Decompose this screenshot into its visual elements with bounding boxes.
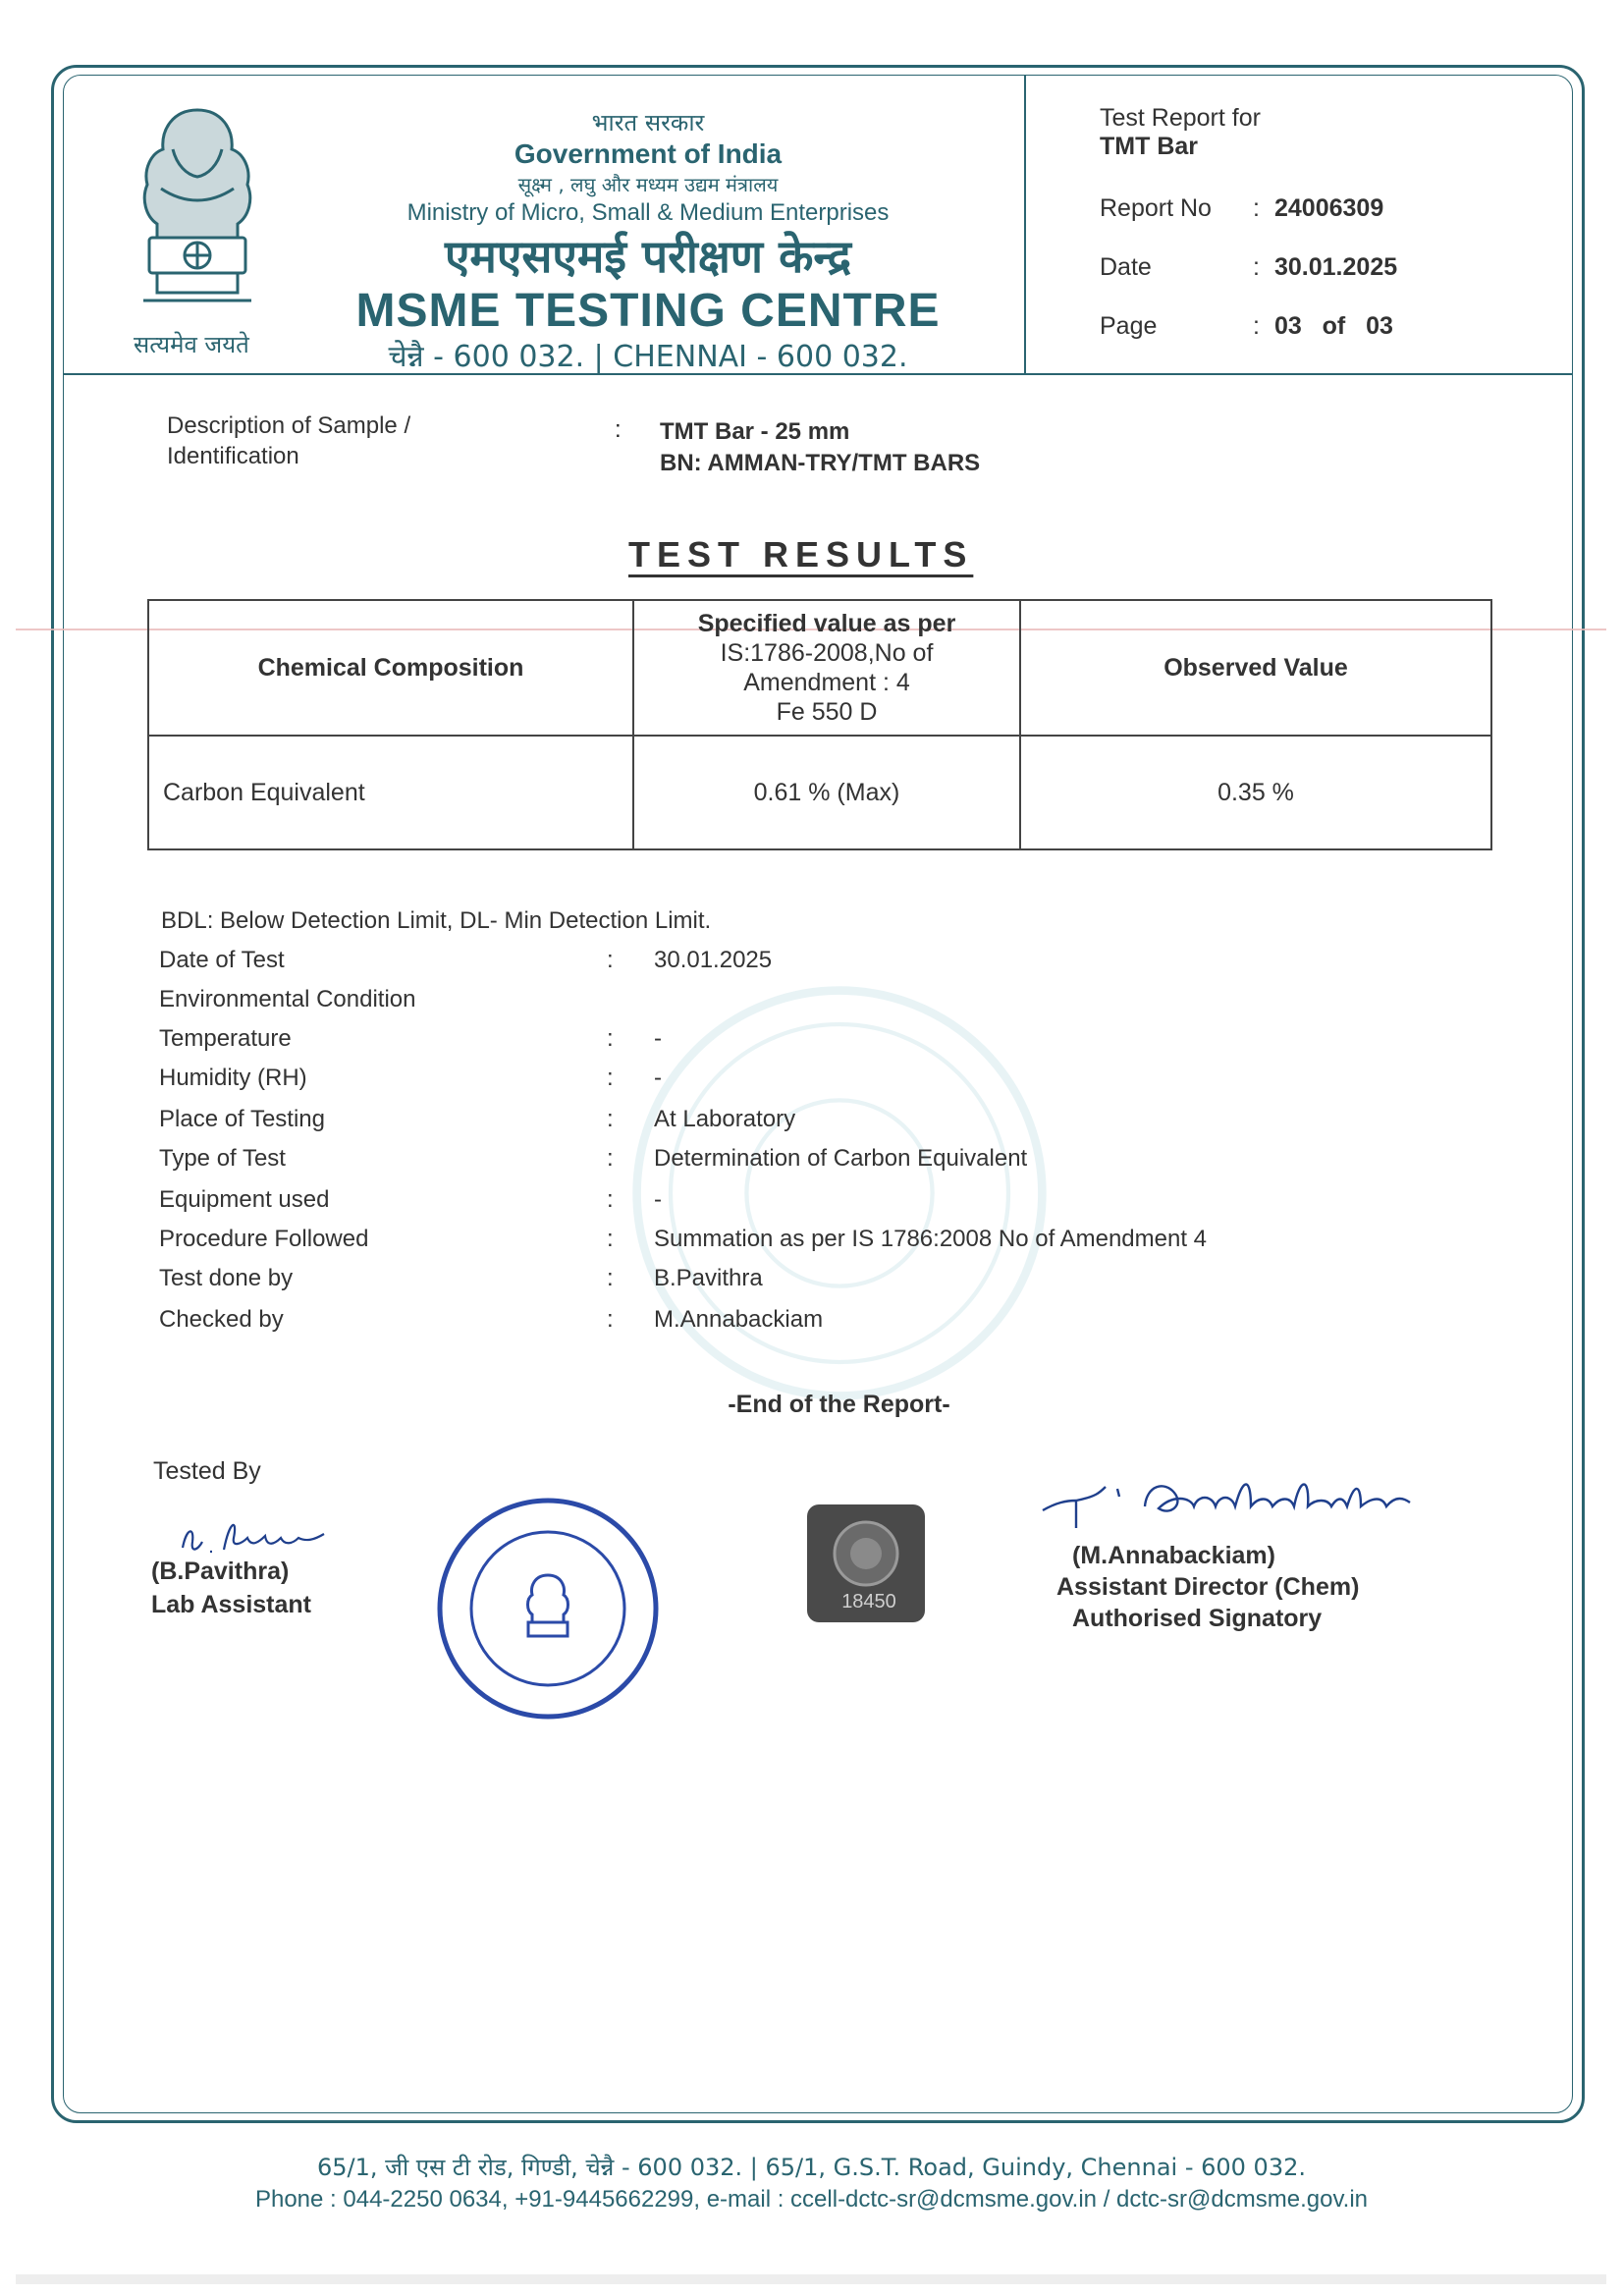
footer-address: 65/1, जी एस टी रोड, गिण्डी, चेन्नै - 600 032. | 65/1, G.S.T. Road, Guindy, Chennai - 600 032. [317, 2154, 1306, 2181]
info-value: - [654, 1025, 662, 1052]
info-label: Procedure Followed [159, 1226, 369, 1252]
header-english-line-3: MSME TESTING CENTRE [355, 285, 941, 337]
national-emblem-icon [114, 90, 281, 326]
date-colon: : [1253, 253, 1260, 281]
info-colon: : [607, 1145, 614, 1172]
info-colon: : [607, 1265, 614, 1291]
sample-value-line-1: TMT Bar - 25 mm [660, 418, 850, 445]
info-label: Place of Testing [159, 1106, 325, 1132]
info-colon: : [607, 947, 614, 973]
report-no-row [1100, 194, 1551, 228]
header-city-line: चेन्नै - 600 032. | CHENNAI - 600 032. [388, 340, 908, 374]
report-panel [1100, 104, 1551, 161]
header-english-line-1: Government of India [514, 138, 783, 169]
hologram-number: 18450 [841, 1591, 896, 1613]
info-colon: : [607, 1065, 614, 1091]
info-colon: : [607, 1226, 614, 1252]
info-row-type-of-test [159, 1145, 1337, 1178]
page-colon: : [1253, 312, 1260, 340]
info-label: Type of Test [159, 1145, 286, 1172]
signatory-right-name: (M.Annabackiam) [1072, 1542, 1275, 1569]
info-label: Equipment used [159, 1186, 330, 1213]
spec-header-line-3: Amendment : 4 [743, 669, 910, 696]
info-value: - [654, 1065, 662, 1091]
header-specified-value [633, 600, 1020, 736]
scan-edge-strip [16, 2274, 1606, 2284]
info-colon: : [607, 1106, 614, 1132]
date-label: Date [1100, 253, 1152, 281]
signatory-left-role: Lab Assistant [151, 1591, 312, 1618]
info-value: Determination of Carbon Equivalent [654, 1145, 1028, 1172]
report-panel-title: Test Report for [1100, 104, 1261, 132]
sample-value-line-2: BN: AMMAN-TRY/TMT BARS [660, 450, 981, 476]
info-label: Checked by [159, 1306, 284, 1333]
tested-by-label: Tested By [153, 1457, 261, 1485]
results-table-header [148, 600, 1491, 736]
info-value: M.Annabackiam [654, 1306, 824, 1333]
emblem-motto: सत्यमेव जयते [134, 331, 249, 358]
report-no-colon: : [1253, 194, 1260, 222]
info-label: Temperature [159, 1025, 292, 1052]
cell-specified: 0.61 % (Max) [633, 736, 1020, 849]
header-chemical-composition: Chemical Composition [148, 600, 633, 736]
info-colon: : [607, 1186, 614, 1213]
header-hindi-line-2: सूक्ष्म , लघु और मध्यम उद्यम मंत्रालय [517, 173, 779, 196]
info-label: Test done by [159, 1265, 294, 1291]
header-hindi-line-3: एमएसएमई परीक्षण केन्द्र [444, 230, 852, 283]
info-label: Date of Test [159, 947, 285, 973]
info-row-checked-by [159, 1306, 1337, 1339]
info-label: Humidity (RH) [159, 1065, 307, 1091]
table-row [148, 736, 1491, 849]
info-value: B.Pavithra [654, 1265, 763, 1291]
info-value: At Laboratory [654, 1106, 796, 1132]
cell-observed: 0.35 % [1020, 736, 1491, 849]
spec-header-line-2: IS:1786-2008,No of [720, 639, 934, 667]
end-of-report: -End of the Report- [728, 1391, 950, 1418]
detection-limit-note: BDL: Below Detection Limit, DL- Min Detection Limit. [161, 907, 712, 934]
header-hindi-line-1: भारत सरकार [591, 109, 705, 137]
results-table [147, 599, 1492, 850]
spec-header-line-4: Fe 550 D [776, 698, 878, 726]
info-value: Summation as per IS 1786:2008 No of Amendment 4 [654, 1226, 1208, 1252]
sample-description-value [660, 416, 980, 479]
header-observed-value: Observed Value [1020, 600, 1491, 736]
date-row [1100, 253, 1551, 287]
signature-right-icon [1037, 1467, 1508, 1536]
info-row-environmental-condition [159, 986, 1337, 1019]
page-row [1100, 312, 1551, 346]
info-colon: : [607, 1025, 614, 1052]
report-no-value: 24006309 [1274, 194, 1384, 222]
report-no-label: Report No [1100, 194, 1212, 222]
section-title: TEST RESULTS [628, 534, 974, 574]
footer-contact: Phone : 044-2250 0634, +91-9445662299, e-mail : ccell-dctc-sr@dcmsme.gov.in / dctc-sr@dcmsme.gov.in [254, 2186, 1369, 2213]
info-colon: : [607, 1306, 614, 1333]
signatory-right-role-2: Authorised Signatory [1072, 1605, 1323, 1632]
sample-description-label: Description of Sample / Identification [167, 412, 411, 469]
official-seal-icon [432, 1493, 664, 1724]
signatory-right-role-1: Assistant Director (Chem) [1056, 1573, 1360, 1601]
date-value: 30.01.2025 [1274, 253, 1398, 281]
signatory-left-name: (B.Pavithra) [151, 1558, 290, 1585]
info-row-temperature [159, 1025, 1337, 1059]
info-row-date-of-test [159, 947, 1337, 980]
header-vertical-divider [1024, 75, 1026, 373]
spec-header-line-1: Specified value as per [697, 610, 956, 637]
header-english-line-2: Ministry of Micro, Small & Medium Enterprises [406, 199, 890, 226]
cell-parameter: Carbon Equivalent [148, 736, 633, 849]
info-row-humidity [159, 1065, 1337, 1098]
info-row-equipment-used [159, 1186, 1337, 1220]
info-row-procedure-followed [159, 1226, 1337, 1259]
info-label: Environmental Condition [159, 986, 416, 1012]
report-panel-subject: TMT Bar [1100, 133, 1198, 160]
info-value: - [654, 1186, 662, 1213]
page-label: Page [1100, 312, 1158, 340]
info-row-test-done-by [159, 1265, 1337, 1298]
header-title-block [334, 108, 962, 377]
info-value: 30.01.2025 [654, 947, 773, 973]
page-value: 03 of 03 [1274, 312, 1393, 340]
info-row-place-of-testing [159, 1106, 1337, 1139]
sample-description-colon: : [615, 416, 622, 443]
